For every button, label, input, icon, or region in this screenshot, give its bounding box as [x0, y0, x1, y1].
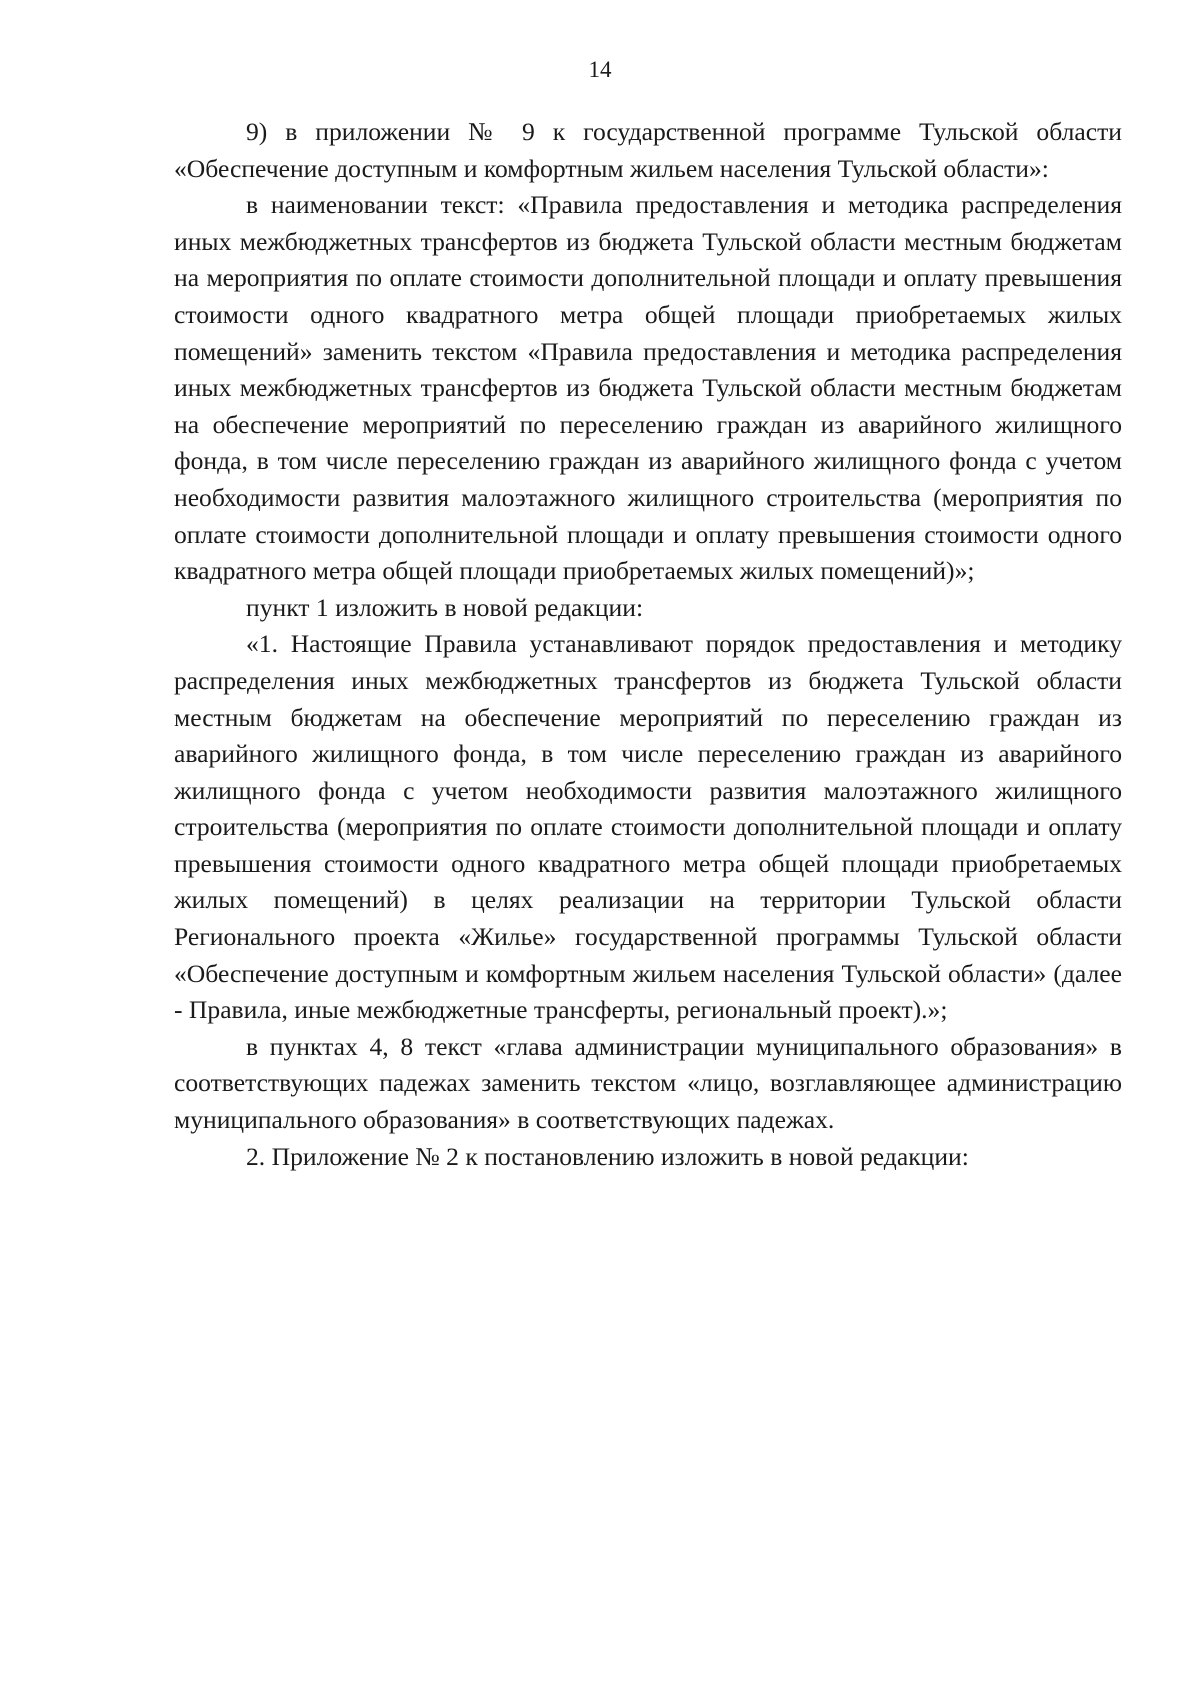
- paragraph-title-replacement: в наименовании текст: «Правила предоставления и методика распределения иных межбюджетных трансфертов из бюджета Тульской области местным бюджетам на мероприятия по оплате стоимости дополнительной площади и оплату превышения стоимости одного квадратного метра общей площади приобретаемых жилых помещений» заменить текстом «Правила предоставления и методика распределения иных межбюджетных трансфертов из бюджета Тульской области местным бюджетам на обеспечение мероприятий по переселению граждан из аварийного жилищного фонда, в том числе переселению граждан из аварийного жилищного фонда с учетом необходимости развития малоэтажного жилищного строительства (мероприятия по оплате стоимости дополнительной площади и оплату превышения стоимости одного квадратного метра общей площади приобретаемых жилых помещений)»;: [174, 190, 1122, 586]
- paragraph-item-1-intro: пункт 1 изложить в новой редакции:: [246, 592, 644, 622]
- paragraph-appendix-2: 2. Приложение № 2 к постановлению изложить в новой редакции:: [246, 1141, 969, 1171]
- page-number: 14: [588, 57, 612, 82]
- paragraph-item-1-text: «1. Настоящие Правила устанавливают порядок предоставления и методику распределения иных межбюджетных трансфертов из бюджета Тульской области местным бюджетам на обеспечение мероприятий по переселению граждан из аварийного жилищного фонда, в том числе переселению граждан из аварийного жилищного фонда с учетом необходимости развития малоэтажного жилищного строительства (мероприятия по оплате стоимости дополнительной площади и оплату превышения стоимости одного квадратного метра общей площади приобретаемых жилых помещений) в целях реализации на территории Тульской области Регионального проекта «Жилье» государственной программы Тульской области «Обеспечение доступным и комфортным жильем населения Тульской области» (далее - Правила, иные межбюджетные трансферты, региональный проект).»;: [174, 629, 1122, 1025]
- paragraph-items-4-8: в пунктах 4, 8 текст «глава администрации муниципального образования» в соответствующих падежах заменить текстом «лицо, возглавляющее администрацию муниципального образования» в соответствующих падежах.: [174, 1031, 1122, 1135]
- document-body: [174, 114, 1122, 1175]
- paragraph-amendment-9: 9) в приложении № 9 к государственной программе Тульской области «Обеспечение доступным и комфортным жильем населения Тульской области»:: [174, 117, 1122, 183]
